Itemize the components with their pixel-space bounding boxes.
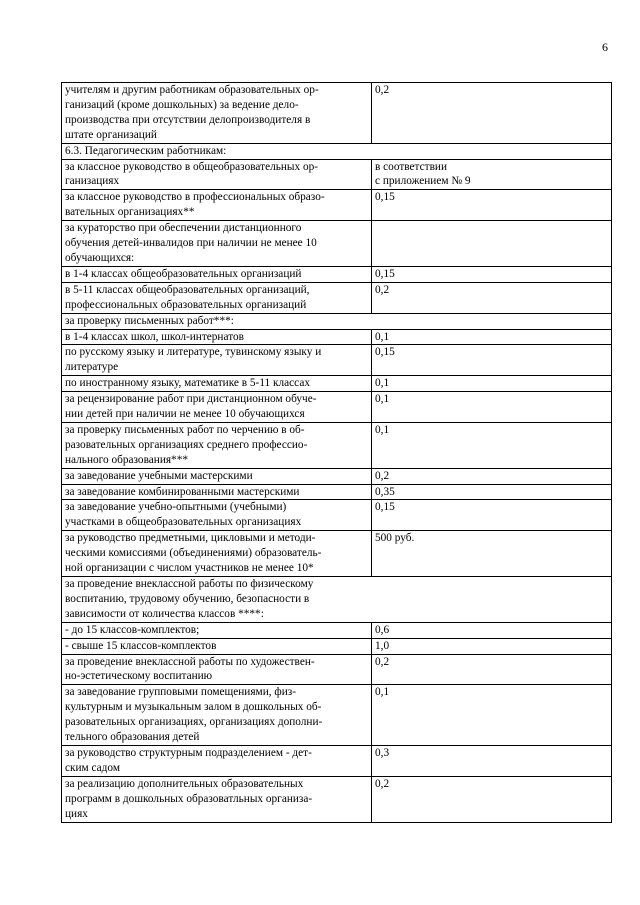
table-row — [62, 422, 612, 468]
description-cell: за заведование групповыми помещениями, физ- культурным и музыкальным залом в дошкольных об- разовательных организациях, организациях дополни- тельного образования детей — [62, 685, 372, 746]
description-cell: за проверку письменных работ по черчению в об- разовательных организациях среднего профессио- нального образования*** — [62, 422, 372, 468]
description-cell: по иностранному языку, математике в 5-11 классах — [62, 376, 372, 392]
allowance-table — [61, 82, 612, 823]
value-cell: 0,15 — [372, 190, 612, 221]
description-cell: за кураторство при обеспечении дистанционного обучения детей-инвалидов при наличии не менее 10 обучающихся: — [62, 221, 372, 267]
table-row — [62, 345, 612, 376]
description-cell: за заведование учебными мастерскими — [62, 468, 372, 484]
table-row — [62, 159, 612, 190]
section-heading-cell: 6.3. Педагогическим работникам: — [62, 143, 612, 159]
value-cell: в соответствии с приложением № 9 — [372, 159, 612, 190]
table-row — [62, 531, 612, 577]
table-row — [62, 392, 612, 423]
table-row — [62, 143, 612, 159]
description-cell: учителям и другим работникам образовательных ор- ганизаций (кроме дошкольных) за ведение дело- производства при отсутствии делопроизводителя в штате организаций — [62, 83, 372, 144]
value-cell: 500 руб. — [372, 531, 612, 577]
table-row — [62, 577, 612, 623]
description-cell: - до 15 классов-комплектов; — [62, 622, 372, 638]
table-row — [62, 83, 612, 144]
description-cell: за проведение внеклассной работы по художествен- но-эстетическому воспитанию — [62, 654, 372, 685]
table-row — [62, 313, 612, 329]
description-cell: по русскому языку и литературе, тувинскому языку и литературе — [62, 345, 372, 376]
allowance-table-body — [62, 83, 612, 823]
section-heading-cell: за проверку письменных работ***: — [62, 313, 612, 329]
value-cell: 0,15 — [372, 266, 612, 282]
value-cell: 0,3 — [372, 745, 612, 776]
value-cell: 0,1 — [372, 685, 612, 746]
table-row — [62, 500, 612, 531]
table-row — [62, 282, 612, 313]
description-cell: в 1-4 классах общеобразовательных организаций — [62, 266, 372, 282]
value-cell: 0,2 — [372, 83, 612, 144]
table-row — [62, 221, 612, 267]
description-cell: за классное руководство в общеобразовательных ор- ганизациях — [62, 159, 372, 190]
table-row — [62, 266, 612, 282]
section-heading-cell: за проведение внеклассной работы по физическому воспитанию, трудовому обучению, безопасности в зависимости от количества классов ****: — [62, 577, 612, 623]
table-row — [62, 376, 612, 392]
value-cell: 0,35 — [372, 484, 612, 500]
table-row — [62, 745, 612, 776]
value-cell: 0,1 — [372, 392, 612, 423]
table-row — [62, 190, 612, 221]
value-cell: 1,0 — [372, 638, 612, 654]
description-cell: за классное руководство в профессиональных образо- вательных организациях** — [62, 190, 372, 221]
table-row — [62, 329, 612, 345]
description-cell: за рецензирование работ при дистанционном обуче- нии детей при наличии не менее 10 обучающихся — [62, 392, 372, 423]
table-row — [62, 685, 612, 746]
value-cell: 0,2 — [372, 776, 612, 822]
value-cell: 0,6 — [372, 622, 612, 638]
table-row — [62, 638, 612, 654]
value-cell: 0,1 — [372, 329, 612, 345]
description-cell: за руководство структурным подразделением - дет- ским садом — [62, 745, 372, 776]
table-row — [62, 468, 612, 484]
description-cell: в 5-11 классах общеобразовательных организаций, профессиональных образовательных организаций — [62, 282, 372, 313]
table-row — [62, 622, 612, 638]
value-cell: 0,2 — [372, 468, 612, 484]
description-cell: - свыше 15 классов-комплектов — [62, 638, 372, 654]
value-cell: 0,2 — [372, 282, 612, 313]
description-cell: за руководство предметными, цикловыми и методи- ческими комиссиями (объединениями) образователь- ной организации с числом участников не менее 10* — [62, 531, 372, 577]
value-cell: 0,15 — [372, 500, 612, 531]
value-cell: 0,2 — [372, 654, 612, 685]
description-cell: в 1-4 классах школ, школ-интернатов — [62, 329, 372, 345]
table-row — [62, 776, 612, 822]
description-cell: за заведование комбинированными мастерскими — [62, 484, 372, 500]
table-row — [62, 654, 612, 685]
value-cell — [372, 221, 612, 267]
description-cell: за заведование учебно-опытными (учебными) участками в общеобразовательных организациях — [62, 500, 372, 531]
table-row — [62, 484, 612, 500]
value-cell: 0,15 — [372, 345, 612, 376]
value-cell: 0,1 — [372, 376, 612, 392]
description-cell: за реализацию дополнительных образовательных программ в дошкольных образоватльных организа- циях — [62, 776, 372, 822]
page-number: 6 — [602, 40, 608, 54]
value-cell: 0,1 — [372, 422, 612, 468]
